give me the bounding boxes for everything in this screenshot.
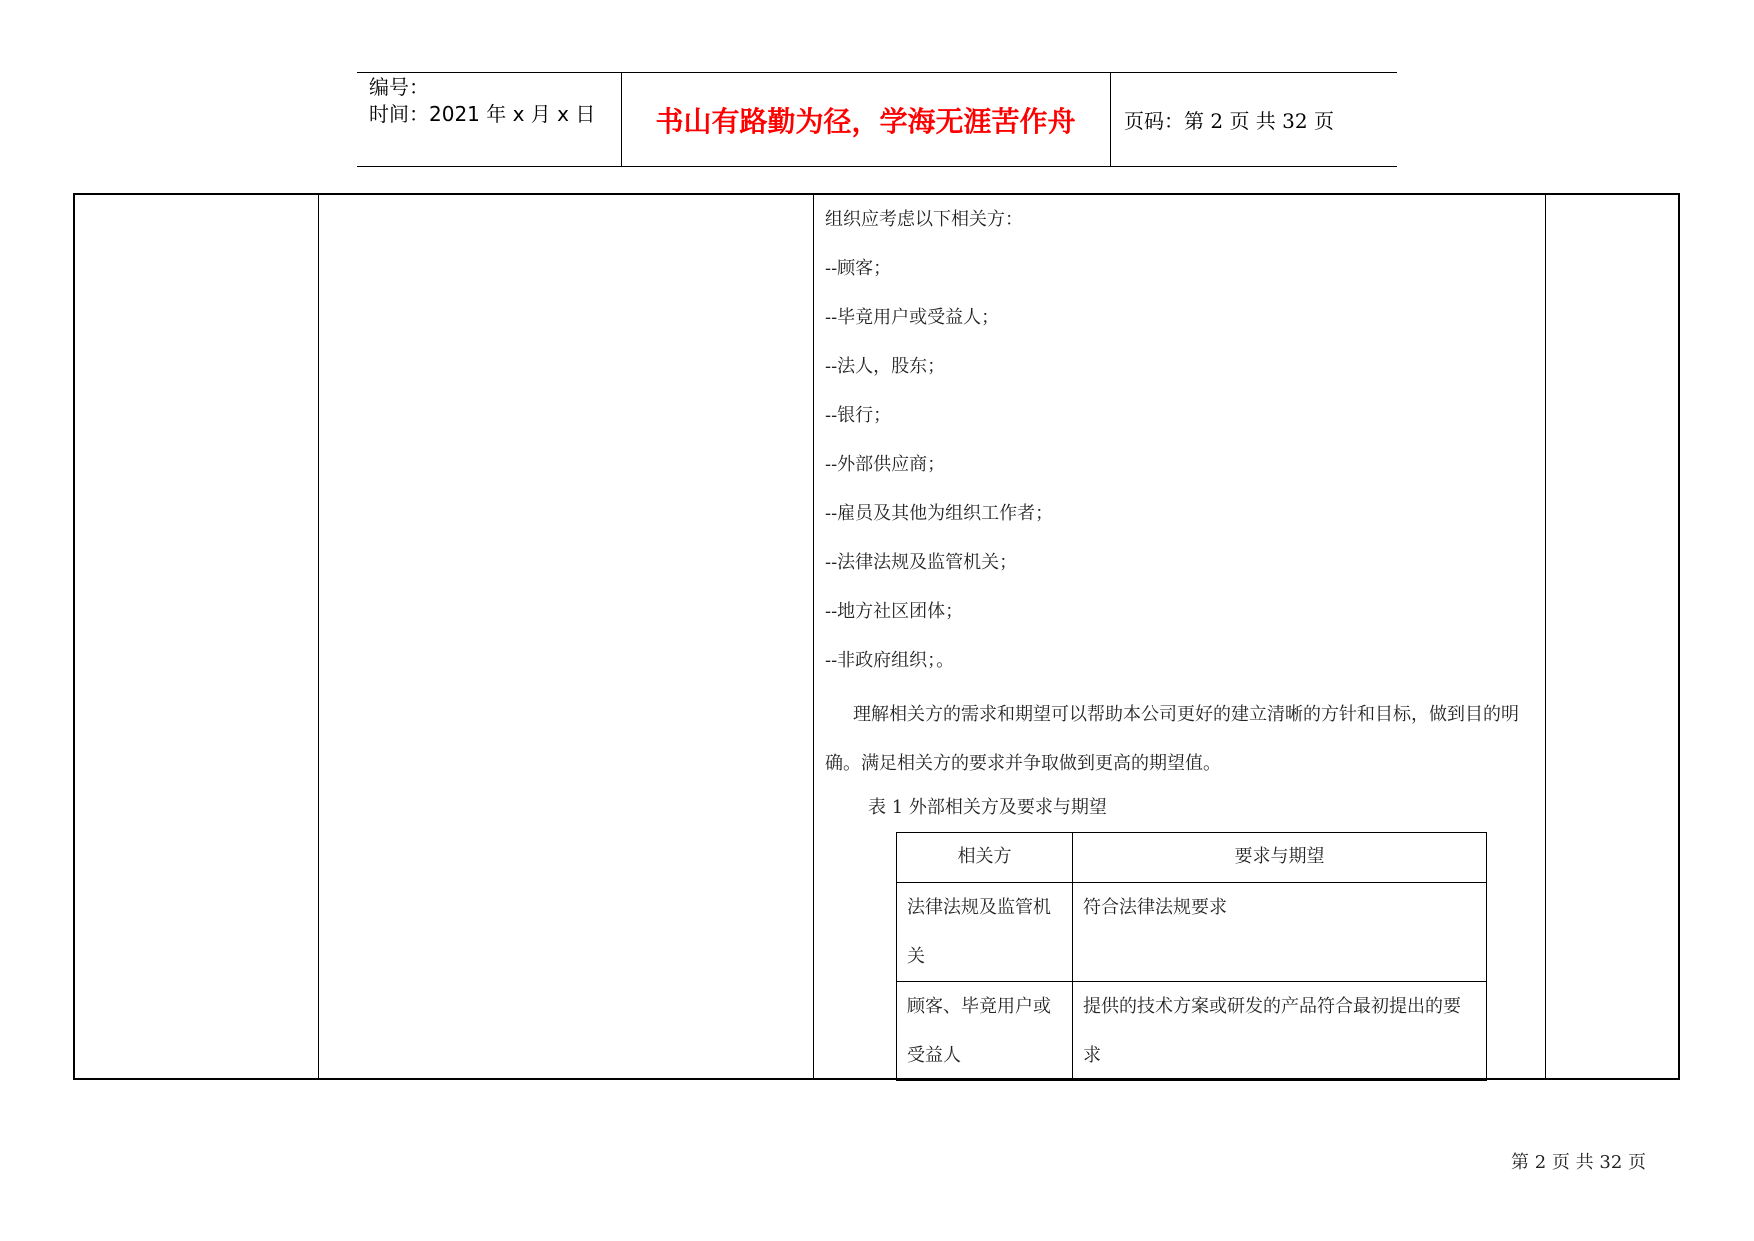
table-row: [897, 982, 1487, 1081]
header-divider: [1110, 73, 1111, 166]
list-item: --顾客；: [825, 258, 892, 279]
list-item: --法律法规及监管机关；: [825, 552, 1018, 573]
list-item: --外部供应商；: [825, 454, 946, 475]
table-column-divider: [813, 195, 814, 1080]
column-header: 相关方: [897, 833, 1073, 883]
column-header: 要求与期望: [1073, 833, 1487, 883]
table-caption: 表 1 外部相关方及要求与期望: [868, 797, 1107, 818]
list-item: --银行；: [825, 405, 892, 426]
header-page-number: 页码：第 2 页 共 32 页: [1124, 109, 1334, 133]
intro-text: 组织应考虑以下相关方：: [825, 209, 1023, 230]
header-motto: 书山有路勤为径，学海无涯苦作舟: [655, 104, 1076, 138]
list-item: --地方社区团体；: [825, 601, 964, 622]
list-item: --雇员及其他为组织工作者；: [825, 503, 1054, 524]
table-cell: 顾客、毕竟用户或受益人: [897, 982, 1073, 1081]
table-column-divider: [1545, 195, 1546, 1080]
page-header: [357, 72, 1397, 167]
document-time: 时间：2021 年 x 月 x 日: [369, 102, 596, 126]
table-cell: 提供的技术方案或研发的产品符合最初提出的要求: [1073, 982, 1487, 1081]
content-cell: [825, 200, 1537, 837]
table-row: [897, 883, 1487, 982]
table-column-divider: [318, 195, 319, 1080]
list-item: --毕竟用户或受益人；: [825, 307, 1000, 328]
stakeholder-table: [896, 832, 1487, 1081]
page-footer: 第 2 页 共 32 页: [1511, 1152, 1646, 1173]
table-header-row: [897, 833, 1487, 883]
document-code: 编号：: [369, 75, 429, 99]
table-cell: 符合法律法规要求: [1073, 883, 1487, 982]
list-item: --非政府组织；。: [825, 650, 955, 671]
body-paragraph: 理解相关方的需求和期望可以帮助本公司更好的建立清晰的方针和目标，做到目的明确。满足相关方的要求并争取做到更高的期望值。: [825, 704, 1519, 774]
table-cell: 法律法规及监管机关: [897, 883, 1073, 982]
list-item: --法人，股东；: [825, 356, 946, 377]
